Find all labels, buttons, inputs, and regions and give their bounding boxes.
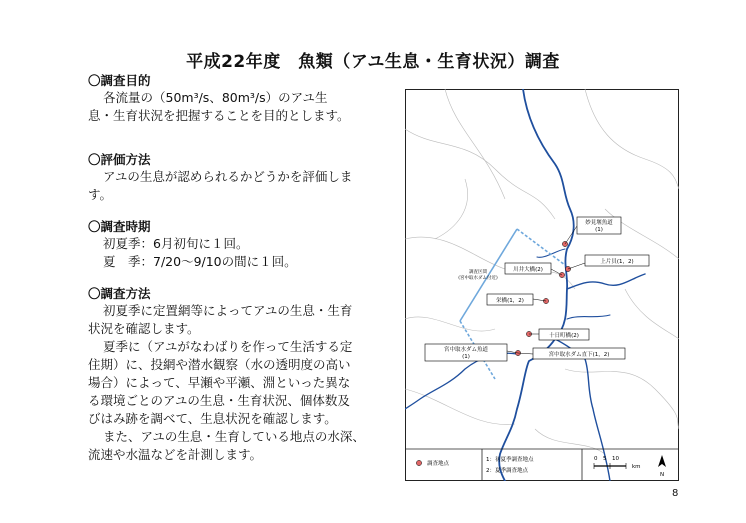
site-label: 川井大橋(2) [513,267,543,273]
period-line-1: 初夏季：6月初旬に１回。 [103,236,249,251]
method-line: びはみ跡を調べて、生息状況を確認します。 [88,411,337,426]
legend-point-label: 調査地点 [427,461,450,467]
north-label: N [659,472,665,478]
text-column [88,72,400,464]
area-note: 調査区間 [469,270,487,275]
page-number: 8 [672,488,679,499]
method-heading: 〇調査方法 [88,286,151,301]
site-label: 宮中取水ダム直下(1，2) [548,352,610,358]
method-line: 場合）によって、早瀬や平瀬、淵といった異な [88,375,351,390]
site-label-sub: (1) [595,227,603,233]
area-note: (宮中取水ダム付近) [458,276,498,281]
scale-unit: km [632,464,641,470]
period-line-2: 夏 季：7/20～9/10の間に１回。 [103,254,297,269]
legend-item-2: 2：夏季調査地点 [486,468,528,474]
purpose-heading: 〇調査目的 [88,73,151,88]
site-label: 宮中取水ダム魚道 [443,347,489,353]
site-label: 妙見堰魚道 [585,220,613,226]
evaluation-line-1: アユの生息が認められるかどうかを評価しま [103,169,353,184]
method-line: 住期）に、投網や潜水観察（水の透明度の高い [88,357,351,372]
site-label: 上片貝(1，2) [600,259,634,265]
evaluation-heading: 〇評価方法 [88,152,151,167]
scale-label: 0 5 10 [594,456,619,462]
site-label-sub: (1) [462,354,470,360]
evaluation-line-2: す。 [88,187,113,202]
legend-marker [416,460,421,465]
method-line: る環境ごとのアユの生息・生育状況、個体数及 [88,393,350,408]
method-line: 初夏季に定置網等によってアユの生息・生育 [103,303,353,318]
river-map [405,89,679,481]
method-line: 夏季に（アユがなわばりを作って生活する定 [103,339,353,354]
purpose-line-1: 各流量の（50m³/s、80m³/s）のアユ生 [103,90,328,105]
method-line: 状況を確認します。 [88,321,200,336]
site-label: 栄橋(1，2) [496,298,524,304]
site-label: 十日町橋(2) [549,333,579,339]
page-title: 平成22年度 魚類（アユ生息・生育状況）調査 [186,52,560,72]
period-heading: 〇調査時期 [88,219,151,234]
legend-item-1: 1：初夏季調査地点 [486,457,534,463]
purpose-line-2: 息・生育状況を把握することを目的とします。 [88,108,350,123]
method-line: 流速や水温などを計測します。 [88,447,263,462]
method-line: また、アユの生息・生育している地点の水深、 [103,429,365,444]
